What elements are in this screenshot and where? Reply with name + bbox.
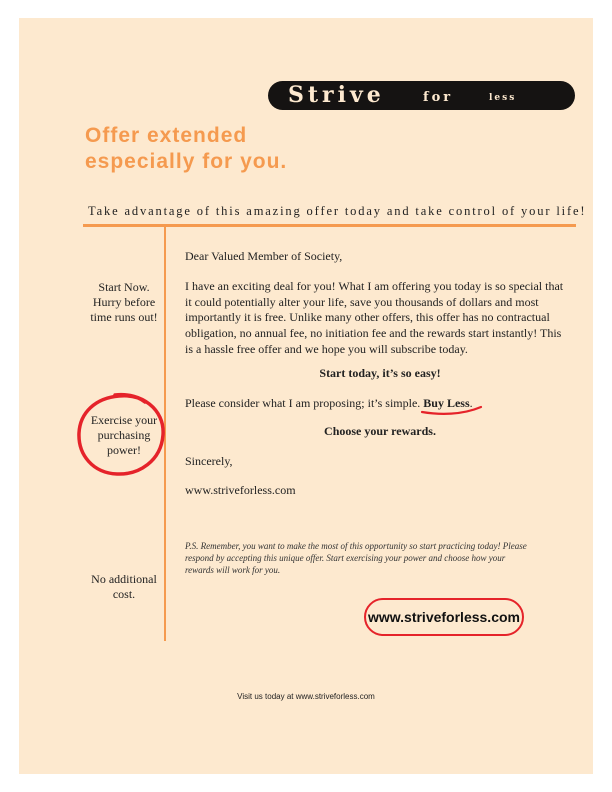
sidebar-line: time runs out! xyxy=(90,310,158,324)
sidebar-line: No additional xyxy=(91,572,157,586)
sidebar-line: Exercise your xyxy=(90,413,158,427)
start-today-line: Start today, it’s so easy! xyxy=(319,366,441,380)
paragraph-line: I have an exciting deal for you! What I am offering you today is so special that xyxy=(185,279,564,293)
consider-line xyxy=(185,396,575,412)
letter-paragraph xyxy=(185,279,575,358)
sidebar-line: power! xyxy=(107,443,141,457)
choose-rewards-line: Choose your rewards. xyxy=(324,424,436,438)
ps-line: P.S. Remember, you want to make the most of this opportunity so start practicing today! Please xyxy=(185,541,527,551)
buy-less-emphasis: Buy Less xyxy=(423,396,470,410)
postscript xyxy=(185,540,575,576)
ps-line: rewards will work for you. xyxy=(185,565,281,575)
tagline: Take advantage of this amazing offer today and take control of your life! xyxy=(88,204,587,218)
sidebar-line: Start Now. xyxy=(98,280,150,294)
sincerely-line: Sincerely, xyxy=(185,454,233,468)
headline xyxy=(85,123,485,175)
paragraph-line: importantly it is free. Unlike many other offers, this offer has no contractual xyxy=(185,310,550,325)
logo-word-less: less xyxy=(489,93,517,103)
cta-url-link[interactable]: www.striveforless.com xyxy=(364,598,524,636)
signature-url: www.striveforless.com xyxy=(185,483,296,497)
logo-word-for: for xyxy=(423,90,454,105)
brand-logo xyxy=(268,81,575,110)
headline-line-2: especially for you. xyxy=(85,150,288,173)
ps-line: respond by accepting this unique offer. Start exercising your power and choose how your xyxy=(185,553,506,563)
underline-swoosh-icon xyxy=(420,404,484,416)
sidebar-line: cost. xyxy=(112,587,136,601)
sidebar-no-cost xyxy=(74,572,174,602)
paragraph-line: it could potentially alter your life, save you thousands of dollars and most xyxy=(185,294,539,309)
sidebar-exercise xyxy=(74,413,174,458)
sidebar-line: purchasing xyxy=(97,428,151,442)
sidebar-line: Hurry before xyxy=(92,295,156,309)
letter-salutation: Dear Valued Member of Society, xyxy=(185,249,343,263)
paragraph-line: is a hassle free offer and we hope you will subscribe today. xyxy=(185,341,468,356)
horizontal-divider xyxy=(83,224,576,227)
paragraph-line: obligation, no annual fee, no initiation fee and the rewards start instantly! This xyxy=(185,326,562,341)
consider-text: Please consider what I am proposing; it’s simple. xyxy=(185,396,421,410)
footer-text: Visit us today at www.striveforless.com xyxy=(237,692,375,701)
logo-word-strive: Strive xyxy=(288,82,385,108)
consider-period: . xyxy=(469,396,473,410)
headline-line-1: Offer extended xyxy=(85,124,248,147)
sidebar-start-now xyxy=(74,280,174,325)
